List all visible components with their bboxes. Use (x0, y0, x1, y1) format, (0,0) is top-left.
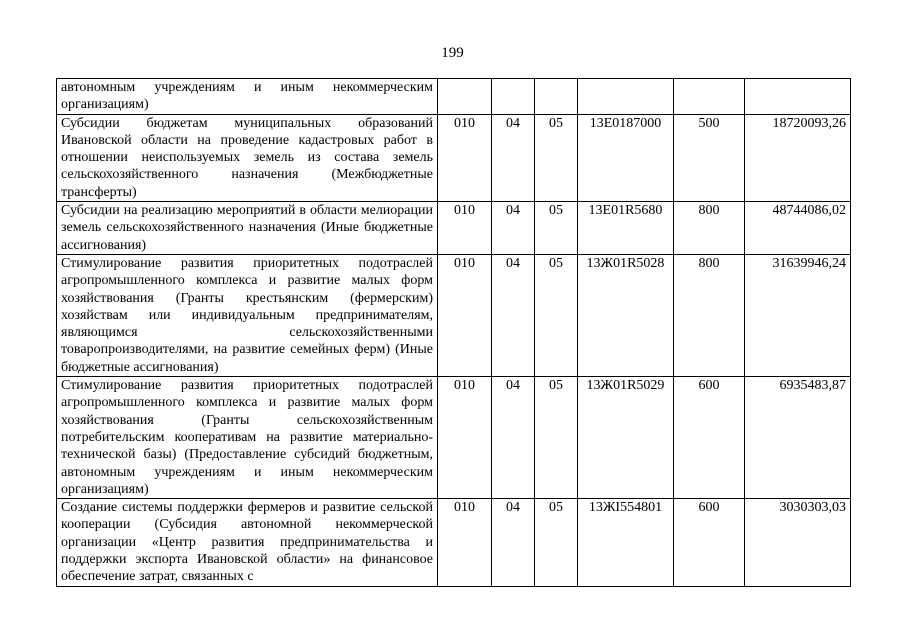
row-description: Субсидии на реализацию мероприятий в области мелиорации земель сельскохозяйственного назначения (Иные бюджетные ассигнования) (57, 202, 438, 255)
row-target-article: 13Е0187000 (578, 114, 674, 201)
row-amount (745, 79, 851, 115)
row-expense-type: 600 (674, 499, 745, 586)
row-expense-type: 800 (674, 254, 745, 376)
row-subsection-code: 05 (535, 499, 578, 586)
row-program-code (438, 79, 492, 115)
row-description: автономным учреждениям и иным некоммерческим организациям) (57, 79, 438, 115)
row-subsection-code: 05 (535, 114, 578, 201)
row-amount: 48744086,02 (745, 202, 851, 255)
table-row (57, 114, 851, 201)
row-target-article (578, 79, 674, 115)
row-description: Субсидии бюджетам муниципальных образований Ивановской области на проведение кадастровых работ в отношении неиспользуемых земель из состава земель сельскохозяйственного назначения (Межбюджетные трансферты) (57, 114, 438, 201)
table-row (57, 377, 851, 499)
row-subsection-code (535, 79, 578, 115)
row-section-code (492, 79, 535, 115)
row-section-code: 04 (492, 114, 535, 201)
row-expense-type: 800 (674, 202, 745, 255)
row-amount: 18720093,26 (745, 114, 851, 201)
row-target-article: 13Ж01R5029 (578, 377, 674, 499)
row-program-code: 010 (438, 114, 492, 201)
budget-table (56, 78, 851, 587)
row-subsection-code: 05 (535, 202, 578, 255)
row-program-code: 010 (438, 499, 492, 586)
row-expense-type: 500 (674, 114, 745, 201)
row-program-code: 010 (438, 254, 492, 376)
row-expense-type: 600 (674, 377, 745, 499)
row-description: Стимулирование развития приоритетных подотраслей агропромышленного комплекса и развитие малых форм хозяйствования (Гранты сельскохозяйственным потребительским кооперативам на развитие материально-технической базы) (Предоставление субсидий бюджетным, автономным учреждениям и иным некоммерческим организациям) (57, 377, 438, 499)
row-program-code: 010 (438, 202, 492, 255)
row-expense-type (674, 79, 745, 115)
row-section-code: 04 (492, 254, 535, 376)
row-section-code: 04 (492, 377, 535, 499)
table-row (57, 499, 851, 586)
table-row (57, 79, 851, 115)
row-target-article: 13Е01R5680 (578, 202, 674, 255)
row-target-article: 13Ж01R5028 (578, 254, 674, 376)
row-section-code: 04 (492, 202, 535, 255)
row-amount: 6935483,87 (745, 377, 851, 499)
row-subsection-code: 05 (535, 254, 578, 376)
row-target-article: 13ЖI554801 (578, 499, 674, 586)
row-description: Создание системы поддержки фермеров и развитие сельской кооперации (Субсидия автономной некоммерческой организации «Центр развития предпринимательства и поддержки экспорта Ивановской области» на финансовое обеспечение затрат, связанных с (57, 499, 438, 586)
row-subsection-code: 05 (535, 377, 578, 499)
page-number: 199 (441, 45, 464, 61)
table-row (57, 202, 851, 255)
row-section-code: 04 (492, 499, 535, 586)
row-amount: 3030303,03 (745, 499, 851, 586)
row-program-code: 010 (438, 377, 492, 499)
row-amount: 31639946,24 (745, 254, 851, 376)
table-row (57, 254, 851, 376)
row-description: Стимулирование развития приоритетных подотраслей агропромышленного комплекса и развитие малых форм хозяйствования (Гранты крестьянским (фермерским) хозяйствам или индивидуальным предпринимателям, являющимся сельскохозяйственными товаропроизводителями, на развитие семейных ферм) (Иные бюджетные ассигнования) (57, 254, 438, 376)
